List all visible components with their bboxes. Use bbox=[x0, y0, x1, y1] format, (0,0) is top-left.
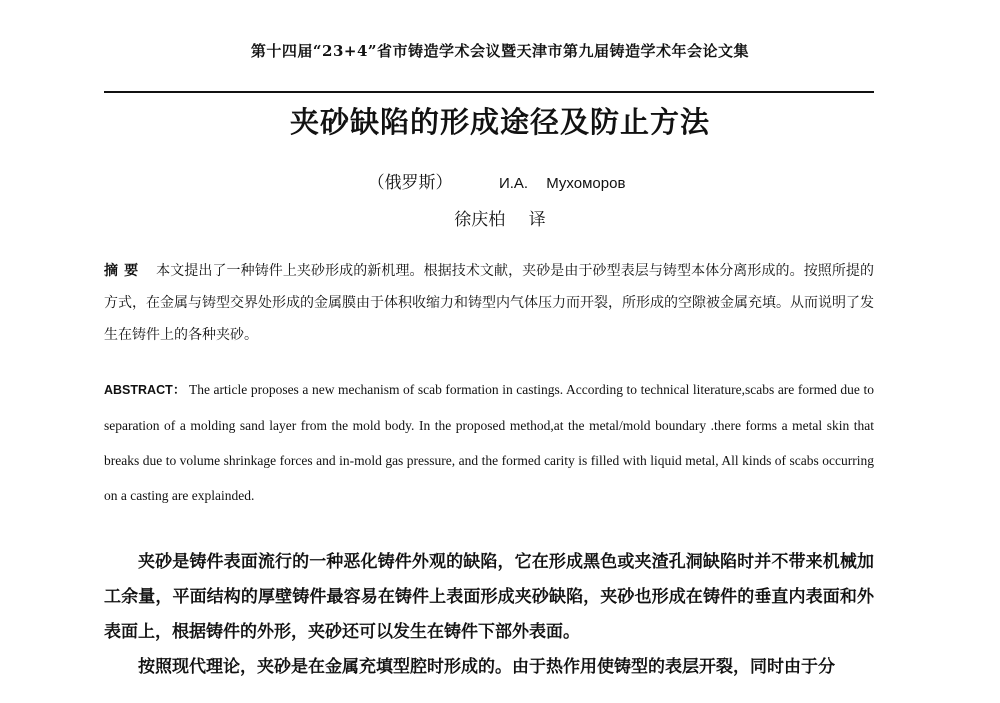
proceedings-header: 第十四届“23+4”省市铸造学术会议暨天津市第九届铸造学术年会论文集 bbox=[250, 42, 750, 60]
body-paragraph: 按照现代理论，夹砂是在金属充填型腔时形成的。由于热作用使铸型的表层开裂，同时由于分 bbox=[138, 657, 835, 677]
author-name bbox=[492, 175, 632, 192]
abstract-english bbox=[104, 372, 874, 513]
author-country: （俄罗斯） bbox=[367, 173, 453, 193]
abstract-english-text: The article proposes a new mechanism of scab formation in castings. According to technical literature,scabs are formed due to separation of a molding sand layer from the mold body. In the proposed method,at the metal/mold boundary .there forms a metal skin that breaks due to volume shrinkage forces and in-mold gas pressure, and the formed carity is filled with liquid metal, All kinds of scabs occurring on a casting are explainded. bbox=[104, 382, 874, 503]
abstract-chinese-label: 摘要 bbox=[104, 263, 145, 279]
abstract-chinese bbox=[104, 255, 874, 351]
article-title: 夹砂缺陷的形成途径及防止方法 bbox=[289, 105, 710, 139]
translator-line bbox=[0, 205, 1000, 230]
translator-name: 徐庆柏 bbox=[454, 210, 506, 230]
body-text bbox=[104, 545, 874, 685]
header-rule bbox=[104, 91, 874, 93]
author-line bbox=[0, 168, 1000, 193]
abstract-chinese-text: 本文提出了一种铸件上夹砂形成的新机理。根据技术文献，夹砂是由于砂型表层与铸型本体分离形成的。按照所提的方式，在金属与铸型交界处形成的金属膜由于体积收缩力和铸型内气体压力而开裂，所形成的空隙被金属充填。从而说明了发生在铸件上的各种夹砂。 bbox=[104, 263, 874, 343]
author-initials: И.А. bbox=[498, 175, 529, 192]
author-surname: Мухоморов bbox=[546, 175, 626, 192]
body-paragraph: 夹砂是铸件表面流行的一种恶化铸件外观的缺陷，它在形成黑色或夹渣孔洞缺陷时并不带来机械加工余量，平面结构的厚壁铸件最容易在铸件上表面形成夹砂缺陷，夹砂也形成在铸件的垂直内表面和外表面上，根据铸件的外形，夹砂还可以发生在铸件下部外表面。 bbox=[104, 552, 874, 642]
abstract-english-label: ABSTRACT： bbox=[104, 383, 186, 397]
translator-role: 译 bbox=[528, 210, 546, 230]
